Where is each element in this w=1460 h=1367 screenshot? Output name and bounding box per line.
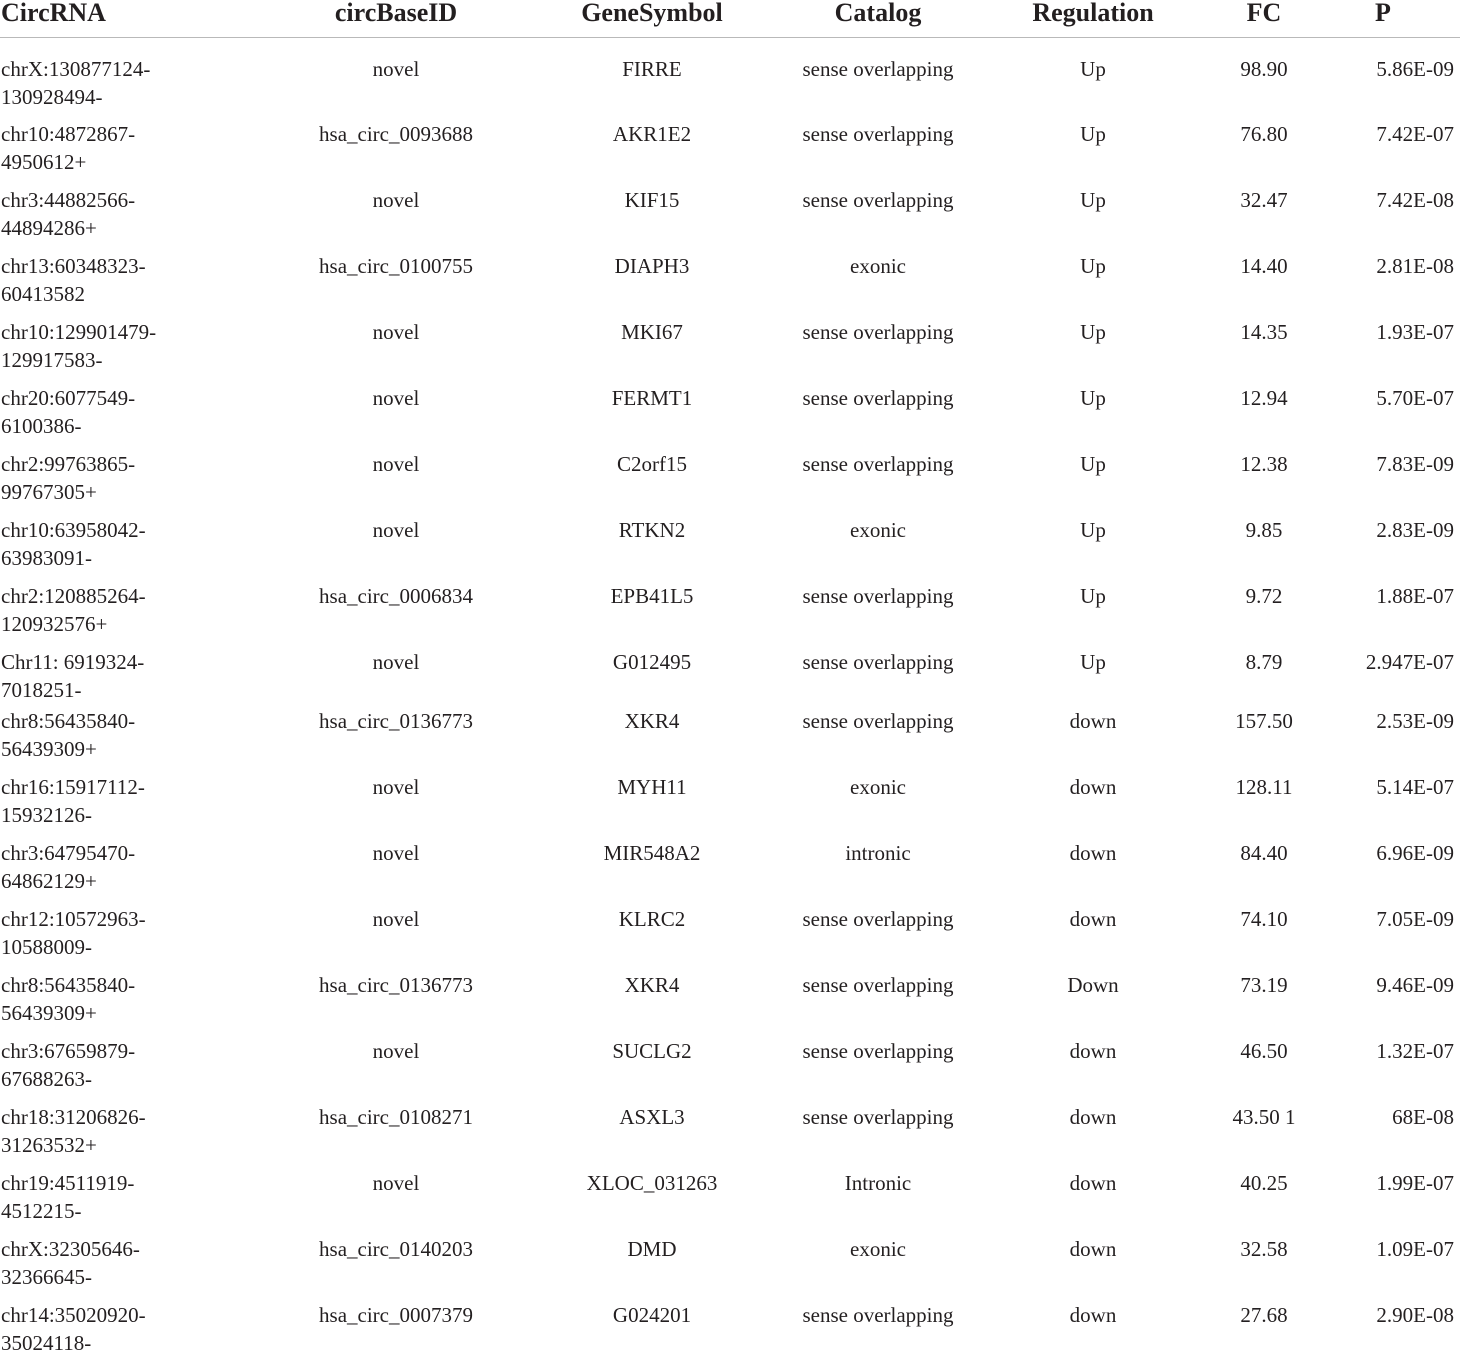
- circrna-line-1: chr18:31206826-: [1, 1105, 146, 1129]
- cell-fc: 8.79: [1245, 650, 1283, 674]
- circrna-line-2: 64862129+: [1, 869, 97, 893]
- cell-p: 2.53E-09: [1376, 709, 1454, 733]
- cell-circbaseid: novel: [372, 518, 420, 542]
- circrna-line-2: 56439309+: [1, 1001, 97, 1025]
- circrna-line-2: 31263532+: [1, 1133, 97, 1157]
- cell-circbaseid: novel: [372, 907, 420, 931]
- cell-regulation: Up: [1080, 122, 1106, 146]
- circrna-line-2: 15932126-: [1, 803, 92, 827]
- cell-fc: 46.50: [1240, 1039, 1288, 1063]
- table-row: [0, 1169, 1460, 1235]
- cell-p: 2.83E-09: [1376, 518, 1454, 542]
- cell-genesymbol: RTKN2: [618, 518, 686, 542]
- cell-p: 1.93E-07: [1376, 320, 1454, 344]
- cell-p: 6.96E-09: [1376, 841, 1454, 865]
- circrna-line-2: 4950612+: [1, 150, 87, 174]
- cell-regulation: down: [1069, 1237, 1117, 1261]
- circrna-line-1: chr14:35020920-: [1, 1303, 146, 1327]
- circrna-line-1: chr3:64795470-: [1, 841, 136, 865]
- cell-circrna: [0, 186, 280, 252]
- cell-catalog: sense overlapping: [802, 1105, 954, 1129]
- cell-circbaseid: hsa_circ_0136773: [319, 973, 473, 997]
- circrna-line-1: chr10:129901479-: [1, 320, 157, 344]
- cell-genesymbol: DMD: [627, 1237, 677, 1261]
- cell-fc: 157.50: [1235, 709, 1293, 733]
- cell-p: 5.86E-09: [1376, 56, 1454, 81]
- circrna-line-2: 4512215-: [1, 1199, 82, 1223]
- cell-fc: 12.94: [1240, 386, 1288, 410]
- cell-regulation: Up: [1080, 386, 1106, 410]
- header-regulation: Regulation: [964, 0, 1222, 37]
- cell-circrna: [0, 1235, 280, 1301]
- table-row: [0, 971, 1460, 1037]
- circrna-line-2: 63983091-: [1, 546, 92, 570]
- cell-genesymbol: EPB41L5: [610, 584, 694, 608]
- circrna-line-2: 120932576+: [1, 612, 108, 636]
- cell-circbaseid: hsa_circ_0108271: [319, 1105, 473, 1129]
- header-catalog: Catalog: [792, 0, 964, 37]
- table-row: [0, 648, 1460, 707]
- cell-circrna: [0, 971, 280, 1037]
- table-row: [0, 839, 1460, 905]
- table-header-row: [0, 0, 1460, 37]
- header-circbaseid: circBaseID: [280, 0, 512, 37]
- cell-genesymbol: ASXL3: [619, 1105, 685, 1129]
- table-row: [0, 120, 1460, 186]
- cell-catalog: sense overlapping: [802, 584, 954, 608]
- circrna-line-2: 35024118-: [1, 1331, 92, 1355]
- cell-p: 1.88E-07: [1376, 584, 1454, 608]
- circrna-line-1: chr8:56435840-: [1, 709, 136, 733]
- cell-regulation: Down: [1067, 973, 1119, 997]
- table-row: [0, 450, 1460, 516]
- cell-regulation: Up: [1080, 584, 1106, 608]
- cell-regulation: Up: [1080, 56, 1106, 81]
- cell-genesymbol: DIAPH3: [614, 254, 690, 278]
- cell-circrna: [0, 707, 280, 773]
- cell-fc: 76.80: [1240, 122, 1288, 146]
- cell-catalog: exonic: [850, 775, 906, 799]
- cell-fc: 32.47: [1240, 188, 1288, 212]
- cell-genesymbol: XKR4: [624, 973, 680, 997]
- cell-catalog: sense overlapping: [802, 56, 954, 81]
- cell-circbaseid: novel: [372, 1171, 420, 1195]
- cell-p: 2.947E-07: [1365, 650, 1454, 674]
- cell-genesymbol: FERMT1: [611, 386, 693, 410]
- cell-p: 2.90E-08: [1376, 1303, 1454, 1327]
- header-circrna: CircRNA: [0, 0, 280, 37]
- cell-p: 5.14E-07: [1376, 775, 1454, 799]
- cell-circrna: [0, 905, 280, 971]
- cell-circbaseid: novel: [372, 320, 420, 344]
- cell-p: 7.42E-08: [1376, 188, 1454, 212]
- circrna-line-1: chr2:99763865-: [1, 452, 136, 476]
- table-row: [0, 773, 1460, 839]
- table-row: [0, 516, 1460, 582]
- cell-regulation: Up: [1080, 320, 1106, 344]
- cell-regulation: Up: [1080, 650, 1106, 674]
- cell-circbaseid: novel: [372, 56, 420, 81]
- cell-circbaseid: hsa_circ_0093688: [319, 122, 473, 146]
- cell-circbaseid: novel: [372, 1039, 420, 1063]
- circrna-line-1: chr12:10572963-: [1, 907, 146, 931]
- cell-circbaseid: hsa_circ_0100755: [319, 254, 473, 278]
- cell-fc: 43.50 1: [1232, 1105, 1296, 1129]
- cell-regulation: Up: [1080, 254, 1106, 278]
- cell-p: 68E-08: [1392, 1105, 1454, 1129]
- header-p: P: [1306, 0, 1460, 37]
- cell-regulation: down: [1069, 775, 1117, 799]
- cell-genesymbol: MYH11: [617, 775, 687, 799]
- cell-fc: 14.35: [1240, 320, 1288, 344]
- table-row: [0, 186, 1460, 252]
- cell-p: 9.46E-09: [1376, 973, 1454, 997]
- cell-circrna: [0, 1103, 280, 1169]
- circrna-line-2: 67688263-: [1, 1067, 92, 1091]
- cell-p: 7.83E-09: [1376, 452, 1454, 476]
- circrna-line-2: 130928494-: [1, 84, 103, 109]
- circrna-line-2: 6100386-: [1, 414, 82, 438]
- cell-circrna: [0, 648, 280, 707]
- cell-circrna: [0, 450, 280, 516]
- cell-regulation: Up: [1080, 188, 1106, 212]
- cell-catalog: intronic: [845, 841, 911, 865]
- table-row: [0, 384, 1460, 450]
- cell-fc: 9.72: [1245, 584, 1283, 608]
- cell-circbaseid: hsa_circ_0007379: [319, 1303, 473, 1327]
- cell-catalog: exonic: [850, 1237, 906, 1261]
- cell-catalog: sense overlapping: [802, 452, 954, 476]
- circrna-line-1: chr2:120885264-: [1, 584, 146, 608]
- circrna-line-1: chr19:4511919-: [1, 1171, 135, 1195]
- cell-regulation: down: [1069, 841, 1117, 865]
- cell-catalog: exonic: [850, 254, 906, 278]
- cell-circbaseid: novel: [372, 775, 420, 799]
- cell-genesymbol: C2orf15: [617, 452, 687, 476]
- cell-circrna: [0, 318, 280, 384]
- cell-p: 7.05E-09: [1376, 907, 1454, 931]
- circrna-line-2: 60413582: [1, 282, 85, 306]
- cell-circbaseid: hsa_circ_0140203: [319, 1237, 473, 1261]
- cell-circrna: [0, 582, 280, 648]
- cell-fc: 128.11: [1235, 775, 1293, 799]
- cell-catalog: exonic: [850, 518, 906, 542]
- table-body: [0, 37, 1460, 1367]
- cell-regulation: down: [1069, 907, 1117, 931]
- cell-genesymbol: XKR4: [624, 709, 680, 733]
- cell-regulation: down: [1069, 1039, 1117, 1063]
- table-row: [0, 252, 1460, 318]
- cell-circrna: [0, 1301, 280, 1367]
- cell-circbaseid: novel: [372, 650, 420, 674]
- cell-p: 5.70E-07: [1376, 386, 1454, 410]
- table-row: [0, 905, 1460, 971]
- circrna-line-1: chrX:130877124-: [1, 56, 151, 81]
- cell-circbaseid: novel: [372, 188, 420, 212]
- cell-p: 1.09E-07: [1376, 1237, 1454, 1261]
- circrna-line-1: chr3:67659879-: [1, 1039, 136, 1063]
- header-genesymbol: GeneSymbol: [512, 0, 792, 37]
- circrna-line-1: Chr11: 6919324-: [1, 650, 145, 674]
- table-row: [0, 318, 1460, 384]
- cell-regulation: down: [1069, 1303, 1117, 1327]
- cell-genesymbol: KLRC2: [618, 907, 686, 931]
- circrna-line-2: 10588009-: [1, 935, 92, 959]
- circrna-line-1: chr10:4872867-: [1, 122, 136, 146]
- cell-genesymbol: G024201: [612, 1303, 692, 1327]
- cell-circrna: [0, 1169, 280, 1235]
- cell-circrna: [0, 120, 280, 186]
- cell-circbaseid: novel: [372, 386, 420, 410]
- table-row: [0, 1103, 1460, 1169]
- cell-fc: 74.10: [1240, 907, 1288, 931]
- cell-fc: 73.19: [1240, 973, 1288, 997]
- circrna-line-2: 44894286+: [1, 216, 97, 240]
- cell-catalog: sense overlapping: [802, 122, 954, 146]
- cell-circrna: [0, 516, 280, 582]
- cell-fc: 98.90: [1240, 56, 1288, 81]
- cell-circrna: [0, 1037, 280, 1103]
- circrna-line-2: 99767305+: [1, 480, 97, 504]
- cell-genesymbol: KIF15: [624, 188, 680, 212]
- header-fc: FC: [1222, 0, 1306, 37]
- circrna-line-1: chr13:60348323-: [1, 254, 146, 278]
- cell-circbaseid: hsa_circ_0136773: [319, 709, 473, 733]
- circrna-line-1: chrX:32305646-: [1, 1237, 140, 1261]
- cell-catalog: sense overlapping: [802, 1303, 954, 1327]
- cell-circrna: [0, 839, 280, 905]
- circrna-line-1: chr10:63958042-: [1, 518, 146, 542]
- table-row: [0, 707, 1460, 773]
- cell-genesymbol: AKR1E2: [612, 122, 692, 146]
- table-row: [0, 1301, 1460, 1367]
- cell-circbaseid: novel: [372, 841, 420, 865]
- circrna-line-1: chr8:56435840-: [1, 973, 136, 997]
- cell-regulation: down: [1069, 709, 1117, 733]
- cell-fc: 40.25: [1240, 1171, 1288, 1195]
- cell-catalog: sense overlapping: [802, 973, 954, 997]
- cell-catalog: sense overlapping: [802, 907, 954, 931]
- cell-fc: 27.68: [1240, 1303, 1288, 1327]
- cell-genesymbol: G012495: [612, 650, 692, 674]
- circrna-line-2: 129917583-: [1, 348, 103, 372]
- cell-regulation: Up: [1080, 518, 1106, 542]
- cell-genesymbol: MKI67: [621, 320, 683, 344]
- circrna-line-1: chr20:6077549-: [1, 386, 136, 410]
- cell-catalog: sense overlapping: [802, 320, 954, 344]
- cell-genesymbol: FIRRE: [622, 56, 682, 81]
- circrna-line-2: 56439309+: [1, 737, 97, 761]
- cell-catalog: sense overlapping: [802, 1039, 954, 1063]
- circrna-line-2: 7018251-: [1, 678, 82, 702]
- cell-circrna: [0, 773, 280, 839]
- table-row: [0, 582, 1460, 648]
- cell-catalog: Intronic: [844, 1171, 912, 1195]
- cell-p: 7.42E-07: [1376, 122, 1454, 146]
- cell-fc: 14.40: [1240, 254, 1288, 278]
- cell-p: 1.99E-07: [1376, 1171, 1454, 1195]
- cell-regulation: Up: [1080, 452, 1106, 476]
- table-row: [0, 1235, 1460, 1301]
- cell-fc: 84.40: [1240, 841, 1288, 865]
- cell-circrna: [0, 37, 280, 120]
- cell-fc: 9.85: [1245, 518, 1283, 542]
- cell-p: 1.32E-07: [1376, 1039, 1454, 1063]
- cell-catalog: sense overlapping: [802, 709, 954, 733]
- circrna-line-1: chr16:15917112-: [1, 775, 145, 799]
- cell-genesymbol: XLOC_031263: [586, 1171, 718, 1195]
- cell-genesymbol: SUCLG2: [612, 1039, 692, 1063]
- cell-fc: 32.58: [1240, 1237, 1288, 1261]
- cell-regulation: down: [1069, 1105, 1117, 1129]
- circrna-line-2: 32366645-: [1, 1265, 92, 1289]
- table-row: [0, 1037, 1460, 1103]
- cell-catalog: sense overlapping: [802, 188, 954, 212]
- cell-regulation: down: [1069, 1171, 1117, 1195]
- cell-p: 2.81E-08: [1376, 254, 1454, 278]
- cell-circrna: [0, 384, 280, 450]
- cell-catalog: sense overlapping: [802, 386, 954, 410]
- cell-genesymbol: MIR548A2: [603, 841, 701, 865]
- cell-circbaseid: hsa_circ_0006834: [319, 584, 473, 608]
- table-row: [0, 37, 1460, 120]
- cell-circrna: [0, 252, 280, 318]
- cell-circbaseid: novel: [372, 452, 420, 476]
- cell-fc: 12.38: [1240, 452, 1288, 476]
- cell-catalog: sense overlapping: [802, 650, 954, 674]
- circrna-line-1: chr3:44882566-: [1, 188, 136, 212]
